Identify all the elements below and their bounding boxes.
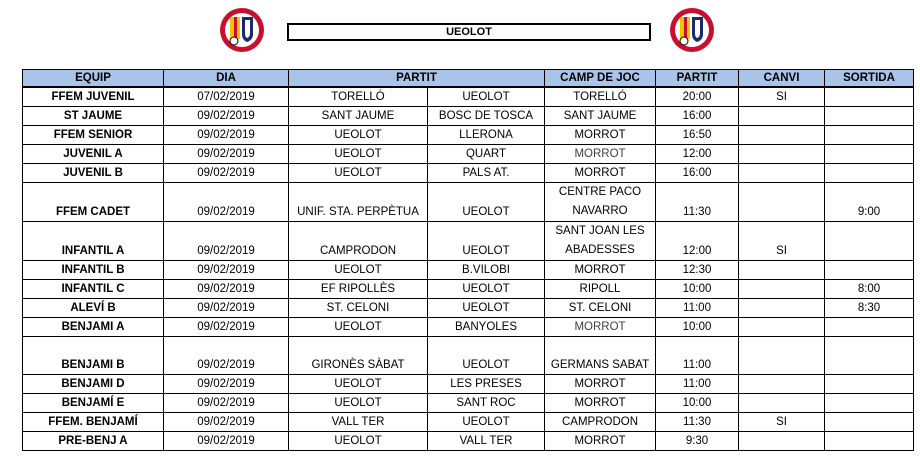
table-row	[23, 413, 914, 432]
change-cell: SI	[739, 87, 825, 107]
time-cell: 16:00	[656, 164, 739, 183]
home-team-cell: GIRONÈS SÀBAT	[289, 337, 428, 375]
field-cell: SANT JOAN LES ABADESSES	[545, 222, 656, 261]
club-crest-icon	[668, 6, 716, 54]
team-cell: BENJAMI A	[23, 318, 164, 337]
date-cell: 07/02/2019	[164, 87, 289, 107]
team-cell: PRE-BENJ A	[23, 432, 164, 451]
time-cell: 16:50	[656, 126, 739, 145]
home-team-cell: TORELLÓ	[289, 87, 428, 107]
away-team-cell: UEOLOT	[428, 413, 545, 432]
time-cell: 12:00	[656, 222, 739, 261]
table-row	[23, 318, 914, 337]
table-row	[23, 299, 914, 318]
change-cell	[739, 318, 825, 337]
team-cell: FFEM CADET	[23, 183, 164, 222]
team-cell: FFEM. BENJAMÍ	[23, 413, 164, 432]
departure-cell	[825, 337, 914, 375]
date-cell: 09/02/2019	[164, 394, 289, 413]
away-team-cell: UEOLOT	[428, 183, 545, 222]
column-header-dia: DIA	[164, 70, 289, 88]
home-team-cell: UEOLOT	[289, 164, 428, 183]
team-cell: FFEM SENIOR	[23, 126, 164, 145]
change-cell	[739, 394, 825, 413]
away-team-cell: UEOLOT	[428, 222, 545, 261]
team-cell: JUVENIL A	[23, 145, 164, 164]
column-header-camp: CAMP DE JOC	[545, 70, 656, 88]
home-team-cell: SANT JAUME	[289, 107, 428, 126]
change-cell	[739, 299, 825, 318]
departure-cell: 8:30	[825, 299, 914, 318]
field-cell: MORROT	[545, 261, 656, 280]
departure-cell	[825, 413, 914, 432]
table-row	[23, 145, 914, 164]
home-team-cell: CAMPRODON	[289, 222, 428, 261]
departure-cell	[825, 432, 914, 451]
departure-cell	[825, 164, 914, 183]
away-team-cell: UEOLOT	[428, 337, 545, 375]
away-team-cell: UEOLOT	[428, 299, 545, 318]
table-row	[23, 261, 914, 280]
away-team-cell: PALS AT.	[428, 164, 545, 183]
departure-cell	[825, 87, 914, 107]
departure-cell	[825, 318, 914, 337]
away-team-cell: SANT ROC	[428, 394, 545, 413]
home-team-cell: UEOLOT	[289, 126, 428, 145]
away-team-cell: BOSC DE TOSCA	[428, 107, 545, 126]
table-row	[23, 394, 914, 413]
change-cell	[739, 261, 825, 280]
field-cell: MORROT	[545, 375, 656, 394]
time-cell: 10:00	[656, 394, 739, 413]
table-row	[23, 375, 914, 394]
home-team-cell: UNIF. STA. PERPÈTUA	[289, 183, 428, 222]
change-cell	[739, 337, 825, 375]
time-cell: 12:30	[656, 261, 739, 280]
time-cell: 11:30	[656, 413, 739, 432]
date-cell: 09/02/2019	[164, 222, 289, 261]
column-header-hora: PARTIT	[656, 70, 739, 88]
time-cell: 9:30	[656, 432, 739, 451]
away-team-cell: LLERONA	[428, 126, 545, 145]
time-cell: 11:30	[656, 183, 739, 222]
date-cell: 09/02/2019	[164, 164, 289, 183]
home-team-cell: UEOLOT	[289, 432, 428, 451]
home-team-cell: UEOLOT	[289, 145, 428, 164]
away-team-cell: VALL TER	[428, 432, 545, 451]
team-cell: INFANTIL A	[23, 222, 164, 261]
field-cell: SANT JAUME	[545, 107, 656, 126]
column-header-canvi: CANVI	[739, 70, 825, 88]
field-cell: CENTRE PACO NAVARRO	[545, 183, 656, 222]
table-row	[23, 432, 914, 451]
team-cell: BENJAMI B	[23, 337, 164, 375]
team-cell: INFANTIL C	[23, 280, 164, 299]
departure-cell	[825, 145, 914, 164]
table-row	[23, 183, 914, 222]
away-team-cell: QUART	[428, 145, 545, 164]
time-cell: 11:00	[656, 375, 739, 394]
away-team-cell: UEOLOT	[428, 280, 545, 299]
table-header-row	[23, 70, 914, 88]
change-cell: SI	[739, 222, 825, 261]
team-cell: BENJAMI D	[23, 375, 164, 394]
field-cell: MORROT	[545, 394, 656, 413]
change-cell	[739, 107, 825, 126]
departure-cell	[825, 126, 914, 145]
time-cell: 10:00	[656, 318, 739, 337]
home-team-cell: UEOLOT	[289, 318, 428, 337]
page-title: UEOLOT	[287, 23, 651, 41]
field-cell: GERMANS SABAT	[545, 337, 656, 375]
home-team-cell: EF RIPOLLÈS	[289, 280, 428, 299]
change-cell	[739, 145, 825, 164]
field-cell: CAMPRODON	[545, 413, 656, 432]
change-cell	[739, 183, 825, 222]
date-cell: 09/02/2019	[164, 375, 289, 394]
away-team-cell: LES PRESES	[428, 375, 545, 394]
departure-cell: 9:00	[825, 183, 914, 222]
away-team-cell: B.VILOBI	[428, 261, 545, 280]
time-cell: 20:00	[656, 87, 739, 107]
table-row	[23, 337, 914, 375]
change-cell: SI	[739, 413, 825, 432]
field-cell: MORROT	[545, 432, 656, 451]
field-cell: ST. CELONI	[545, 299, 656, 318]
schedule-table	[22, 69, 914, 451]
team-cell: JUVENIL B	[23, 164, 164, 183]
field-cell: MORROT	[545, 145, 656, 164]
field-cell: MORROT	[545, 318, 656, 337]
home-team-cell: UEOLOT	[289, 261, 428, 280]
time-cell: 10:00	[656, 280, 739, 299]
team-cell: BENJAMÍ E	[23, 394, 164, 413]
date-cell: 09/02/2019	[164, 183, 289, 222]
date-cell: 09/02/2019	[164, 413, 289, 432]
team-cell: FFEM JUVENIL	[23, 87, 164, 107]
change-cell	[739, 432, 825, 451]
change-cell	[739, 280, 825, 299]
table-row	[23, 164, 914, 183]
date-cell: 09/02/2019	[164, 107, 289, 126]
away-team-cell: UEOLOT	[428, 87, 545, 107]
time-cell: 11:00	[656, 337, 739, 375]
column-header-partit: PARTIT	[289, 70, 545, 88]
change-cell	[739, 126, 825, 145]
date-cell: 09/02/2019	[164, 261, 289, 280]
table-row	[23, 107, 914, 126]
table-row	[23, 126, 914, 145]
field-cell: RIPOLL	[545, 280, 656, 299]
change-cell	[739, 164, 825, 183]
team-cell: ST JAUME	[23, 107, 164, 126]
departure-cell	[825, 375, 914, 394]
time-cell: 16:00	[656, 107, 739, 126]
home-team-cell: UEOLOT	[289, 375, 428, 394]
time-cell: 11:00	[656, 299, 739, 318]
team-cell: ALEVÍ B	[23, 299, 164, 318]
departure-cell	[825, 107, 914, 126]
date-cell: 09/02/2019	[164, 145, 289, 164]
team-cell: INFANTIL B	[23, 261, 164, 280]
table-row	[23, 280, 914, 299]
home-team-cell: UEOLOT	[289, 394, 428, 413]
column-header-equip: EQUIP	[23, 70, 164, 88]
field-cell: MORROT	[545, 164, 656, 183]
club-crest-icon	[218, 6, 266, 54]
date-cell: 09/02/2019	[164, 337, 289, 375]
column-header-sortida: SORTIDA	[825, 70, 914, 88]
table-row	[23, 87, 914, 107]
date-cell: 09/02/2019	[164, 318, 289, 337]
date-cell: 09/02/2019	[164, 299, 289, 318]
field-cell: MORROT	[545, 126, 656, 145]
date-cell: 09/02/2019	[164, 280, 289, 299]
date-cell: 09/02/2019	[164, 432, 289, 451]
departure-cell	[825, 394, 914, 413]
table-body	[23, 87, 914, 451]
field-cell: TORELLÓ	[545, 87, 656, 107]
home-team-cell: VALL TER	[289, 413, 428, 432]
change-cell	[739, 375, 825, 394]
date-cell: 09/02/2019	[164, 126, 289, 145]
time-cell: 12:00	[656, 145, 739, 164]
home-team-cell: ST. CELONI	[289, 299, 428, 318]
away-team-cell: BANYOLES	[428, 318, 545, 337]
departure-cell	[825, 222, 914, 261]
departure-cell: 8:00	[825, 280, 914, 299]
table-row	[23, 222, 914, 261]
departure-cell	[825, 261, 914, 280]
